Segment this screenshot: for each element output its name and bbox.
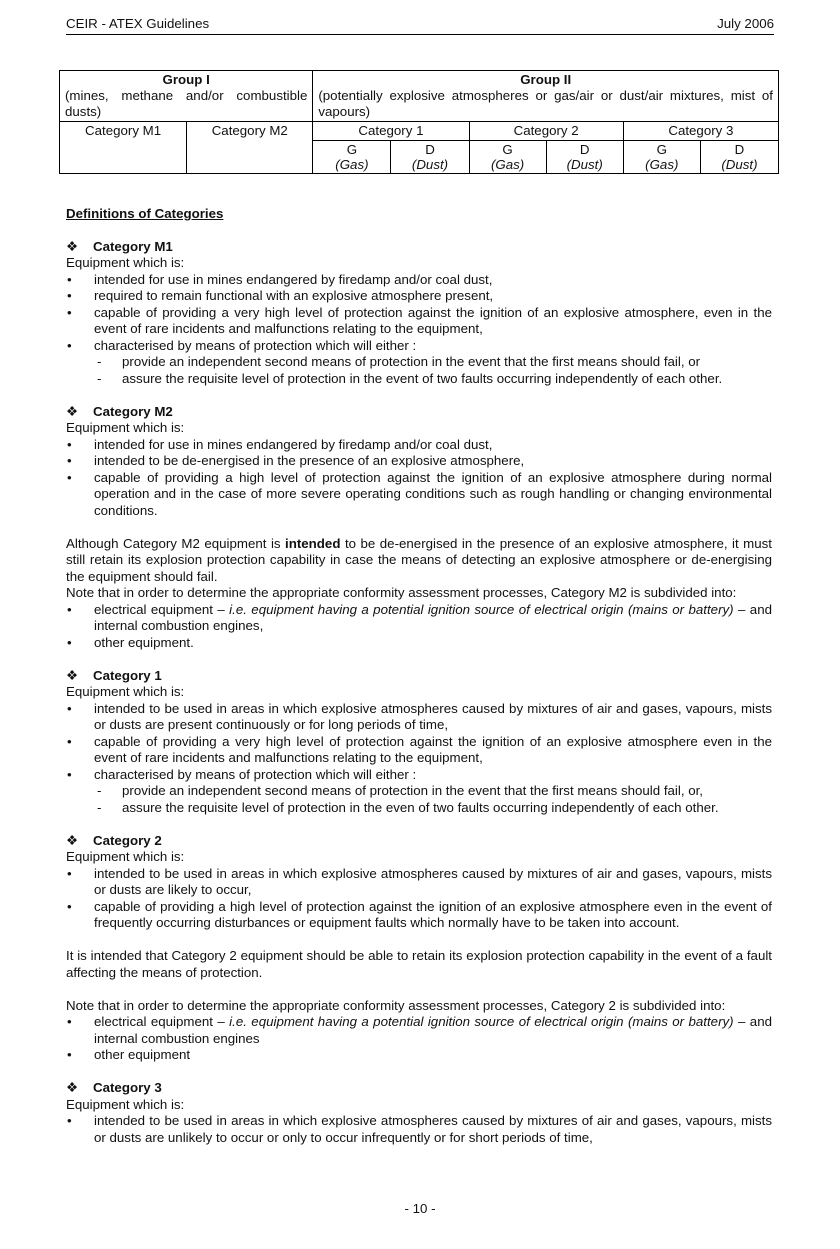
category-m2-heading: [66, 404, 772, 421]
list-item: • other equipment: [66, 1047, 772, 1064]
page-header: [66, 14, 774, 35]
category-3-list: [66, 1113, 772, 1146]
sub-g-label: G: [502, 142, 513, 157]
category-2-subdivision-list: [66, 1014, 772, 1064]
category-m2-intro: Equipment which is:: [66, 420, 185, 435]
list-item: • intended for use in mines endangered by firedamp and/or coal dust,: [66, 437, 772, 454]
paragraph-text: Although Category M2 equipment is: [66, 535, 281, 551]
sub-gas-label: (Gas): [335, 157, 369, 172]
section-title: Definitions of Categories: [66, 206, 224, 221]
category-1-list: [66, 701, 772, 817]
list-item: [66, 1014, 772, 1047]
group-2-description: (potentially explosive atmospheres or gas/air or dust/air mixtures, mist of vapours): [318, 88, 773, 119]
category-3-title: Category 3: [93, 1080, 162, 1095]
category-1-sublist: [94, 783, 772, 816]
category-m1-intro: Equipment which is:: [66, 255, 185, 270]
list-item-text: electrical equipment –: [94, 601, 225, 617]
sub-d-label: D: [579, 142, 590, 157]
paragraph-text: to be de-energised in the presence of an explosive atmosphere, it must still retain its explosion protection capability in case the means of detecting an explosive atmosphere or de-energising the equipment should fail.: [66, 535, 772, 584]
list-item-text: – and internal combustion engines,: [94, 601, 772, 633]
list-item-text: – and internal combustion engines: [94, 1014, 772, 1046]
list-item-italic: i.e. equipment having a potential ignition source of electrical origin (mains or battery): [229, 601, 734, 617]
groups-table: [59, 70, 779, 174]
category-m2-subdivision-list: [66, 602, 772, 652]
category-1-intro: Equipment which is:: [66, 684, 185, 699]
list-item: • other equipment.: [66, 635, 772, 652]
sub-d-label: D: [734, 142, 745, 157]
sub-list-item: - assure the requisite level of protection in the even of two faults occurring independently of each other.: [94, 800, 772, 817]
category-m2-cell: Category M2: [187, 122, 313, 174]
category-m1-title: Category M1: [93, 238, 173, 254]
sub-d-label: D: [425, 142, 435, 157]
sub-list-item: - assure the requisite level of protection in the event of two faults occurring independently of each other.: [94, 371, 772, 388]
category-m2-title: Category M2: [93, 403, 173, 419]
category-2-note: Note that in order to determine the appropriate conformity assessment processes, Category 2 is subdivided into:: [66, 997, 726, 1013]
sub-gas-label: (Gas): [645, 157, 679, 172]
diamond-bullet-icon: ❖: [66, 832, 78, 848]
category-1-cell: Category 1: [313, 122, 469, 141]
cat3-gas-cell: [623, 141, 700, 174]
header-title: CEIR - ATEX Guidelines: [66, 16, 210, 31]
category-3-intro: Equipment which is:: [66, 1096, 185, 1112]
category-1-title: Category 1: [93, 667, 162, 683]
list-item-text: electrical equipment –: [94, 1014, 225, 1029]
category-m2-list: [66, 437, 772, 520]
list-item: • intended to be used in areas in which explosive atmospheres caused by mixtures of air and gases, vapours, mists or dusts are present continuously or for long periods of time,: [66, 701, 772, 734]
list-item: • capable of providing a high level of protection against the ignition of an explosive atmosphere even in the event of frequently occurring disturbances or equipment faults which normally have to be taken into account.: [66, 899, 772, 932]
group-2-header: [313, 71, 779, 122]
list-item: • intended to be used in areas in which explosive atmospheres caused by mixtures of air and gases, vapours, mists or dusts are unlikely to occur or only to occur infrequently or for short periods of time,: [66, 1113, 772, 1146]
list-item: [66, 338, 772, 388]
diamond-bullet-icon: ❖: [66, 1080, 78, 1095]
cat1-gas-cell: [313, 141, 391, 174]
category-m2-paragraph: [66, 536, 772, 586]
category-3-heading: [66, 1080, 772, 1097]
category-2-cell: Category 2: [469, 122, 623, 141]
sub-dust-label: (Dust): [566, 157, 603, 172]
list-item: • capable of providing a very high level of protection against the ignition of an explosive atmosphere, even in the event of rare incidents and malfunctions relating to the equipment,: [66, 305, 772, 338]
category-1-heading: [66, 668, 772, 685]
group-2-title: Group II: [520, 72, 572, 87]
sub-g-label: G: [346, 142, 358, 157]
sub-dust-label: (Dust): [721, 157, 758, 172]
category-m1-cell: Category M1: [60, 122, 187, 174]
category-m1-list: [66, 272, 772, 388]
category-m1-sublist: [94, 354, 772, 387]
header-date: July 2006: [717, 16, 774, 31]
cat2-dust-cell: [546, 141, 623, 174]
category-2-intro: Equipment which is:: [66, 849, 185, 864]
sub-list-item: - provide an independent second means of protection in the event that the first means should fail, or: [94, 354, 772, 371]
group-1-description: (mines, methane and/or combustible dusts): [65, 88, 308, 119]
category-m1-heading: [66, 239, 772, 256]
category-m2-note: Note that in order to determine the appropriate conformity assessment processes, Category M2 is subdivided into:: [66, 585, 737, 600]
list-item: [66, 767, 772, 817]
sub-g-label: G: [656, 142, 667, 157]
list-item: • intended to be used in areas in which explosive atmospheres caused by mixtures of air and gases, vapours, mists or dusts are likely to occur,: [66, 866, 772, 899]
list-item-text: characterised by means of protection which will either :: [94, 766, 417, 782]
group-1-title: Group I: [162, 72, 210, 87]
category-2-list: [66, 866, 772, 932]
category-2-paragraph: It is intended that Category 2 equipment should be able to retain its explosion protection capability in the event of a fault affecting the means of protection.: [66, 948, 772, 980]
list-item: • capable of providing a very high level of protection against the ignition of an explosive atmosphere even in the event of rare incidents and malfunctions relating to the equipment,: [66, 734, 772, 767]
category-2-heading: [66, 833, 772, 850]
list-item-italic: i.e. equipment having a potential ignition source of electrical origin (mains or battery): [229, 1014, 734, 1029]
sub-dust-label: (Dust): [411, 157, 449, 172]
sub-list-item: - provide an independent second means of protection in the event that the first means should fail, or,: [94, 783, 772, 800]
emphasis-text: intended: [285, 535, 341, 551]
list-item: • intended for use in mines endangered by firedamp and/or coal dust,: [66, 272, 772, 289]
group-1-header: [60, 71, 313, 122]
category-2-title: Category 2: [93, 832, 162, 848]
cat3-dust-cell: [700, 141, 778, 174]
list-item-text: characterised by means of protection which will either :: [94, 337, 417, 353]
diamond-bullet-icon: ❖: [66, 403, 78, 419]
list-item: • capable of providing a high level of protection against the ignition of an explosive atmosphere during normal operation and in the case of more severe operating conditions such as rough handling or changing environmental conditions.: [66, 470, 772, 520]
cat1-dust-cell: [391, 141, 469, 174]
list-item: • required to remain functional with an explosive atmosphere present,: [66, 288, 772, 305]
definitions-body: [66, 206, 772, 1146]
cat2-gas-cell: [469, 141, 546, 174]
page-number: - 10 -: [404, 1201, 436, 1216]
list-item: [66, 602, 772, 635]
list-item: • intended to be de-energised in the presence of an explosive atmosphere,: [66, 453, 772, 470]
category-3-cell: Category 3: [623, 122, 778, 141]
sub-gas-label: (Gas): [490, 157, 525, 172]
diamond-bullet-icon: ❖: [66, 667, 78, 683]
diamond-bullet-icon: ❖: [66, 238, 78, 254]
